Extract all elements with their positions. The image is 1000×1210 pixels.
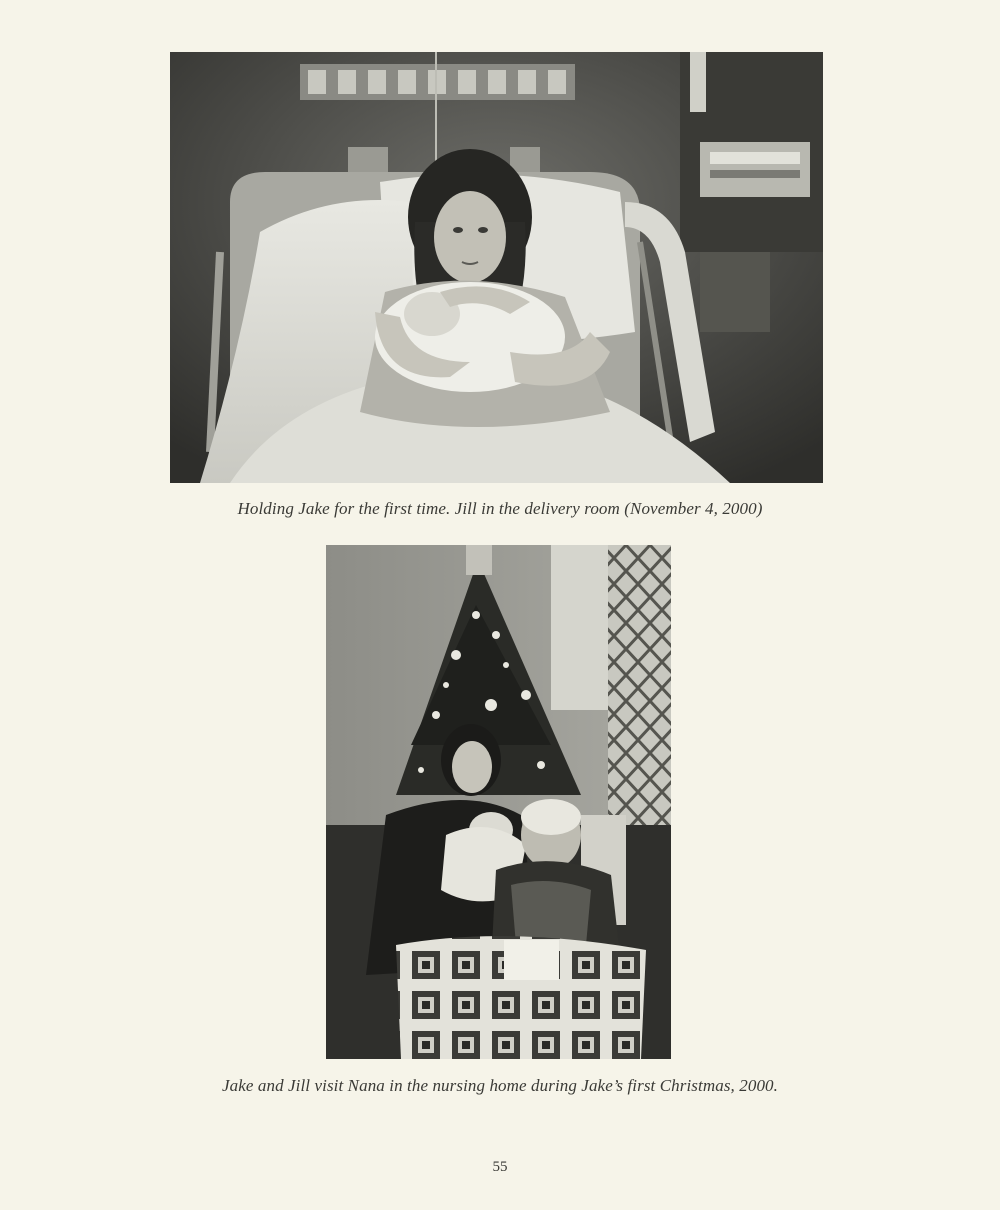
photo-caption: Holding Jake for the first time. Jill in the delivery room (November 4, 2000) — [237, 499, 763, 518]
photo-christmas-nursing-home — [326, 545, 671, 1059]
photo-delivery-room — [170, 52, 823, 483]
photo-christmas-nursing-home-image — [326, 545, 671, 1059]
page-number: 55 — [492, 1159, 508, 1175]
photo-caption: Jake and Jill visit Nana in the nursing home during Jake’s first Christmas, 2000. — [221, 1076, 778, 1095]
photo-delivery-room-image — [170, 52, 823, 483]
